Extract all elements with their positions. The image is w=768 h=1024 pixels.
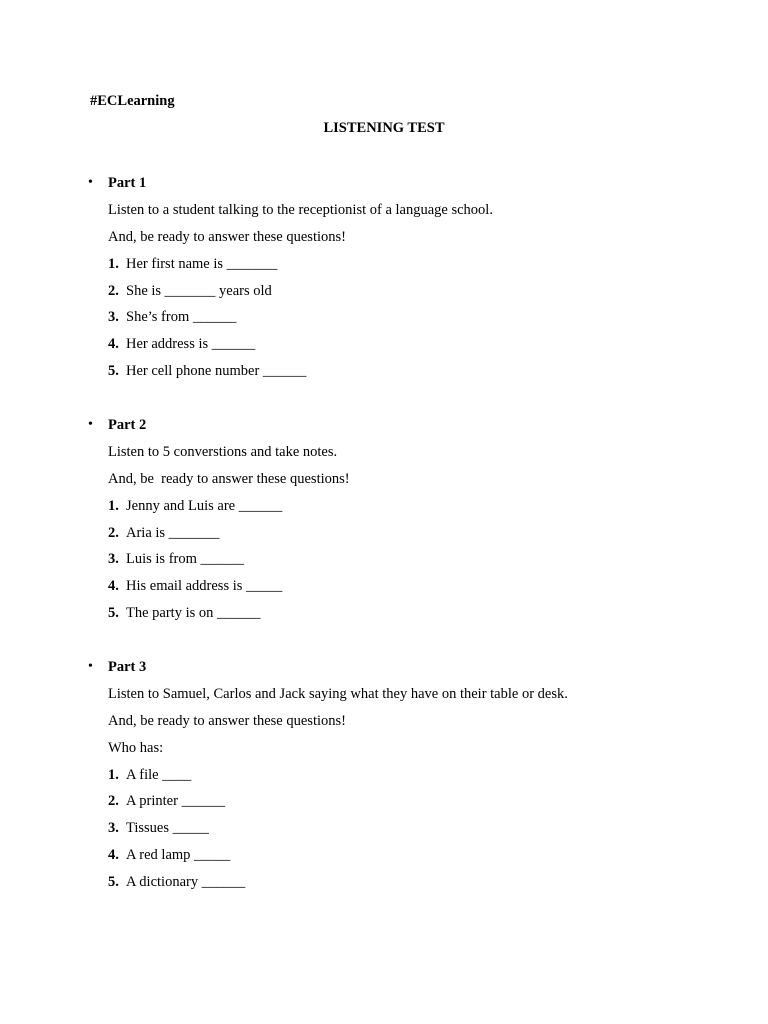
question-item: [0, 362, 768, 389]
question-number: 2.: [108, 282, 119, 299]
question-item: [0, 766, 768, 793]
question-item: [0, 524, 768, 551]
question-item: [0, 497, 768, 524]
question-item: [0, 577, 768, 604]
question-text: Her cell phone number ______: [126, 363, 307, 380]
bullet-icon: •: [88, 659, 93, 674]
question-item: [0, 335, 768, 362]
instruction-text: Who has:: [108, 739, 164, 756]
question-text: A dictionary ______: [126, 874, 246, 891]
part-heading-line: [0, 174, 768, 201]
question-item: [0, 550, 768, 577]
question-text: She is _______ years old: [126, 282, 272, 299]
question-text: She’s from ______: [126, 309, 237, 326]
question-text: Aria is _______: [126, 524, 220, 541]
instruction-text: Listen to 5 converstions and take notes.: [108, 443, 338, 460]
instruction-line: [0, 201, 768, 228]
instruction-text: Listen to a student talking to the receptionist of a language school.: [108, 201, 493, 218]
instruction-line: [0, 685, 768, 712]
instruction-line: [0, 443, 768, 470]
question-item: [0, 255, 768, 282]
question-text: Her address is ______: [126, 336, 256, 353]
question-number: 4.: [108, 578, 119, 595]
instruction-text: And, be ready to answer these questions!: [108, 470, 350, 487]
question-item: [0, 846, 768, 873]
part-3-section: [0, 658, 768, 900]
question-number: 2.: [108, 524, 119, 541]
part-heading-line: [0, 416, 768, 443]
instruction-text: And, be ready to answer these questions!: [108, 228, 346, 245]
instruction-line: [0, 739, 768, 766]
question-number: 1.: [108, 766, 119, 783]
bullet-icon: •: [88, 417, 93, 432]
question-text: Her first name is _______: [126, 255, 278, 272]
instruction-line: [0, 228, 768, 255]
question-text: Luis is from ______: [126, 551, 245, 568]
question-number: 5.: [108, 363, 119, 380]
instruction-line: [0, 712, 768, 739]
instruction-text: Listen to Samuel, Carlos and Jack saying what they have on their table or desk.: [108, 685, 568, 702]
question-text: Jenny and Luis are ______: [126, 497, 283, 514]
question-text: A printer ______: [126, 793, 226, 810]
question-item: [0, 819, 768, 846]
question-number: 4.: [108, 847, 119, 864]
part-heading: Part 2: [108, 417, 147, 433]
question-item: [0, 604, 768, 631]
instruction-line: [0, 470, 768, 497]
question-text: Tissues _____: [126, 820, 209, 837]
question-item: [0, 873, 768, 900]
hashtag-label: #ECLearning: [90, 93, 175, 109]
question-number: 3.: [108, 820, 119, 837]
question-text: The party is on ______: [126, 605, 261, 622]
question-text: A red lamp _____: [126, 847, 231, 864]
part-1-section: [0, 174, 768, 389]
question-number: 3.: [108, 551, 119, 568]
question-item: [0, 282, 768, 309]
question-number: 3.: [108, 309, 119, 326]
question-text: His email address is _____: [126, 578, 283, 595]
bullet-icon: •: [88, 175, 93, 190]
part-heading-line: [0, 658, 768, 685]
document-title: LISTENING TEST: [323, 120, 445, 136]
question-number: 1.: [108, 497, 119, 514]
instruction-text: And, be ready to answer these questions!: [108, 712, 346, 729]
question-item: [0, 308, 768, 335]
part-heading: Part 1: [108, 175, 147, 191]
question-number: 4.: [108, 336, 119, 353]
question-text: A file ____: [126, 766, 192, 783]
part-heading: Part 3: [108, 659, 147, 675]
question-number: 2.: [108, 793, 119, 810]
question-item: [0, 792, 768, 819]
question-number: 5.: [108, 874, 119, 891]
part-2-section: [0, 416, 768, 631]
question-number: 5.: [108, 605, 119, 622]
question-number: 1.: [108, 255, 119, 272]
